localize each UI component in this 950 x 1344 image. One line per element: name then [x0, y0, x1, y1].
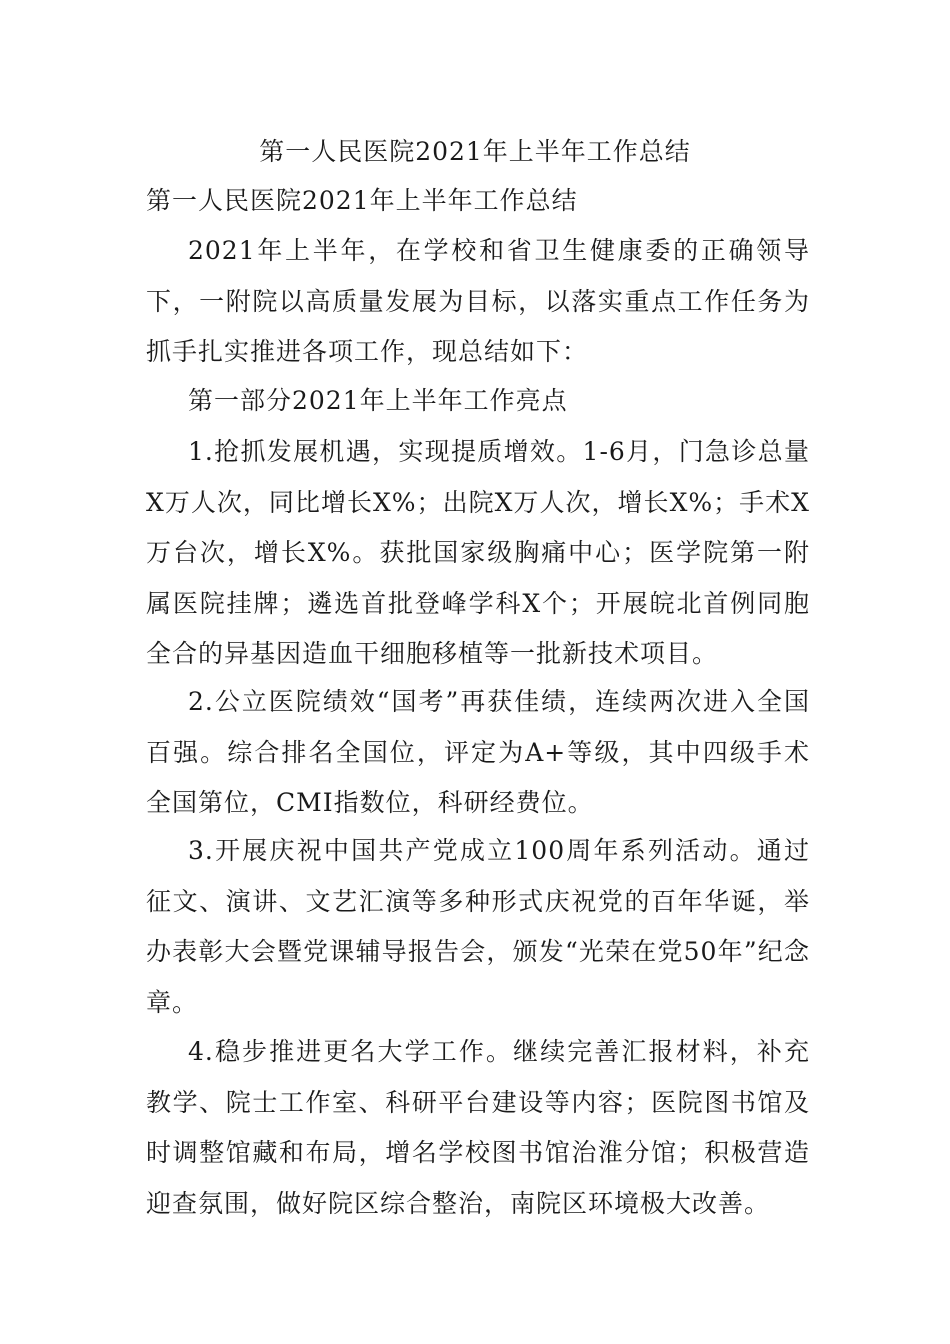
highlight-item-4: 4.稳步推进更名大学工作。继续完善汇报材料，补充教学、院士工作室、科研平台建设等内容；医院图书馆及时调整馆藏和布局，增名学校图书馆治淮分馆；积极营造迎查氛围，做好院区综合整治，南院区环境极大改善。 — [146, 1037, 810, 1218]
highlight-item-3: 3.开展庆祝中国共产党成立100周年系列活动。通过征文、演讲、文艺汇演等多种形式庆祝党的百年华诞，举办表彰大会暨党课辅导报告会，颁发“光荣在党50年”纪念章。 — [146, 836, 810, 1017]
section-heading: 第一部分2021年上半年工作亮点 — [188, 386, 568, 415]
document-subtitle: 第一人民医院2021年上半年工作总结 — [146, 186, 578, 215]
document-title: 第一人民医院2021年上半年工作总结 — [259, 137, 691, 166]
highlight-item-2: 2.公立医院绩效“国考”再获佳绩，连续两次进入全国百强。综合排名全国位，评定为A+等级，其中四级手术全国第位，CMI指数位，科研经费位。 — [146, 687, 810, 817]
intro-paragraph: 2021年上半年，在学校和省卫生健康委的正确领导下，一附院以高质量发展为目标，以落实重点工作任务为抓手扎实推进各项工作，现总结如下： — [146, 236, 810, 366]
highlight-item-1: 1.抢抓发展机遇，实现提质增效。1-6月，门急诊总量X万人次，同比增长X%；出院X万人次，增长X%；手术X万台次，增长X%。获批国家级胸痛中心；医学院第一附属医院挂牌；遴选首批登峰学科X个；开展皖北首例同胞全合的异基因造血干细胞移植等一批新技术项目。 — [146, 437, 810, 668]
